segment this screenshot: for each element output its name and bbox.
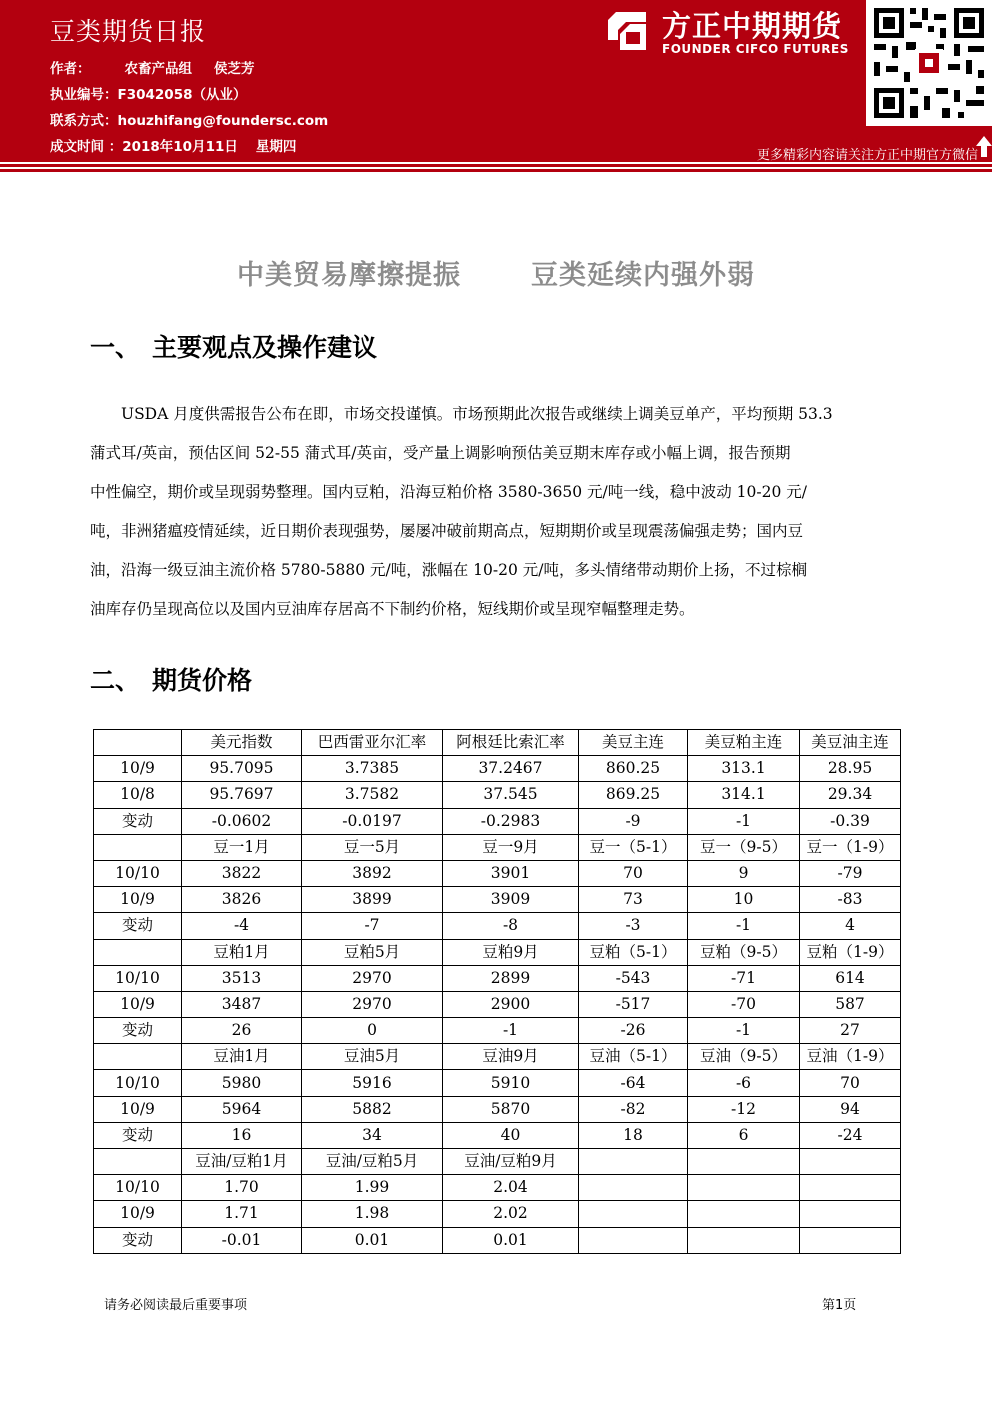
contact-line xyxy=(50,109,328,129)
section-title: 期货价格 xyxy=(152,666,253,695)
table-row xyxy=(94,756,901,782)
table-cell: -0.01 xyxy=(182,1227,302,1253)
table-cell xyxy=(800,1175,901,1201)
table-cell: -0.0197 xyxy=(302,808,443,834)
paragraph-line: 中性偏空，期价或呈现弱势整理。国内豆粕，沿海豆粕价格 3580-3650 元/吨一线，稳中波动 10-20 元/ xyxy=(90,483,807,501)
table-cell: 2899 xyxy=(443,965,579,991)
table-cell: -26 xyxy=(579,1018,688,1044)
table-cell: -70 xyxy=(688,991,800,1017)
table-cell: -6 xyxy=(688,1070,800,1096)
row-label-cell: 10/9 xyxy=(94,991,182,1017)
table-cell: 1.99 xyxy=(302,1175,443,1201)
table-cell: 5870 xyxy=(443,1096,579,1122)
table-cell: 3899 xyxy=(302,887,443,913)
table-cell: 豆粕（5-1） xyxy=(579,939,688,965)
table-row xyxy=(94,860,901,886)
table-cell: -1 xyxy=(688,1018,800,1044)
table-cell: -7 xyxy=(302,913,443,939)
header-divider-bottom xyxy=(0,169,992,172)
page-number: 第1页 xyxy=(822,1298,857,1313)
table-cell: -517 xyxy=(579,991,688,1017)
table-cell: 豆一9月 xyxy=(443,834,579,860)
table-cell: 313.1 xyxy=(688,756,800,782)
author-label: 作者： xyxy=(50,61,91,77)
table-cell: -64 xyxy=(579,1070,688,1096)
table-cell: 587 xyxy=(800,991,901,1017)
table-cell xyxy=(800,1227,901,1253)
author-name: 侯芝芳 xyxy=(214,61,255,77)
row-label-cell xyxy=(94,730,182,756)
table-cell: -24 xyxy=(800,1122,901,1148)
table-row xyxy=(94,1044,901,1070)
table-cell: -83 xyxy=(800,887,901,913)
table-cell: -4 xyxy=(182,913,302,939)
row-label-cell: 变动 xyxy=(94,1122,182,1148)
table-row xyxy=(94,991,901,1017)
table-row xyxy=(94,965,901,991)
table-cell: 豆油5月 xyxy=(302,1044,443,1070)
table-cell: 2.04 xyxy=(443,1175,579,1201)
table-cell: -0.39 xyxy=(800,808,901,834)
table-cell: -0.2983 xyxy=(443,808,579,834)
table-cell: 豆油（1-9） xyxy=(800,1044,901,1070)
table-cell: 豆油/豆粕9月 xyxy=(443,1149,579,1175)
header-divider-top xyxy=(0,164,992,167)
table-row xyxy=(94,1122,901,1148)
table-cell: -79 xyxy=(800,860,901,886)
table-cell: 巴西雷亚尔汇率 xyxy=(302,730,443,756)
row-label-cell: 10/10 xyxy=(94,1070,182,1096)
section-number: 二、 xyxy=(90,666,141,695)
table-cell: 95.7697 xyxy=(182,782,302,808)
table-cell: 70 xyxy=(579,860,688,886)
author-group: 农畜产品组 xyxy=(124,61,192,77)
table-cell: 豆一（1-9） xyxy=(800,834,901,860)
table-row xyxy=(94,939,901,965)
table-cell: 美豆粕主连 xyxy=(688,730,800,756)
row-label-cell: 10/8 xyxy=(94,782,182,808)
table-cell: 37.545 xyxy=(443,782,579,808)
table-cell: 1.70 xyxy=(182,1175,302,1201)
row-label-cell: 10/10 xyxy=(94,1175,182,1201)
paragraph-line: 油，沿海一级豆油主流价格 5780-5880 元/吨，涨幅在 10-20 元/吨，多头情绪带动期价上扬，不过棕榈 xyxy=(90,561,807,579)
table-cell: 美豆油主连 xyxy=(800,730,901,756)
table-cell: 豆粕1月 xyxy=(182,939,302,965)
table-cell: 3822 xyxy=(182,860,302,886)
table-cell xyxy=(688,1227,800,1253)
table-cell: 2900 xyxy=(443,991,579,1017)
table-cell: 94 xyxy=(800,1096,901,1122)
section-heading-futures-prices xyxy=(90,661,252,697)
table-row xyxy=(94,1096,901,1122)
row-label-cell: 10/10 xyxy=(94,860,182,886)
table-cell xyxy=(688,1201,800,1227)
license-value: F3042058（从业） xyxy=(117,87,247,103)
table-cell: -71 xyxy=(688,965,800,991)
table-cell: 614 xyxy=(800,965,901,991)
table-row xyxy=(94,1070,901,1096)
table-row xyxy=(94,1201,901,1227)
table-cell: 豆油9月 xyxy=(443,1044,579,1070)
table-cell xyxy=(688,1175,800,1201)
table-row xyxy=(94,1149,901,1175)
table-cell: 860.25 xyxy=(579,756,688,782)
row-label-cell: 变动 xyxy=(94,808,182,834)
table-cell: 2970 xyxy=(302,965,443,991)
table-cell: 豆一5月 xyxy=(302,834,443,860)
table-cell: 豆油（9-5） xyxy=(688,1044,800,1070)
founder-logo-icon xyxy=(606,10,648,52)
table-row xyxy=(94,913,901,939)
table-cell xyxy=(579,1201,688,1227)
table-cell: -1 xyxy=(688,913,800,939)
table-cell: 4 xyxy=(800,913,901,939)
table-cell: 0 xyxy=(302,1018,443,1044)
table-cell: 豆油/豆粕5月 xyxy=(302,1149,443,1175)
section-title: 主要观点及操作建议 xyxy=(152,333,378,362)
contact-label: 联系方式： xyxy=(50,113,118,129)
table-cell: 5910 xyxy=(443,1070,579,1096)
table-cell: 3909 xyxy=(443,887,579,913)
report-title-part1: 中美贸易摩擦提振 xyxy=(237,260,461,291)
table-cell: 豆油（5-1） xyxy=(579,1044,688,1070)
table-cell: 豆一（9-5） xyxy=(688,834,800,860)
date-label: 成文时间 ： xyxy=(50,139,123,155)
table-row xyxy=(94,1175,901,1201)
paragraph-line: 吨，非洲猪瘟疫情延续，近日期价表现强势，屡屡冲破前期高点，短期期价或呈现震荡偏强走势；国内豆 xyxy=(90,522,804,540)
table-cell: -543 xyxy=(579,965,688,991)
table-cell: 26 xyxy=(182,1018,302,1044)
disclaimer-notice: 请务必阅读最后重要事项 xyxy=(104,1298,248,1313)
paragraph-line: 油库存仍呈现高位以及国内豆油库存居高不下制约价格，短线期价或呈现窄幅整理走势。 xyxy=(90,600,695,618)
row-label-cell xyxy=(94,834,182,860)
futures-price-table xyxy=(93,729,901,1254)
author-line xyxy=(50,57,255,77)
table-cell: 豆粕5月 xyxy=(302,939,443,965)
table-cell: 3826 xyxy=(182,887,302,913)
table-row xyxy=(94,1018,901,1044)
table-cell: -8 xyxy=(443,913,579,939)
table-cell: 3487 xyxy=(182,991,302,1017)
table-cell xyxy=(688,1149,800,1175)
table-cell: 3.7582 xyxy=(302,782,443,808)
table-cell: 28.95 xyxy=(800,756,901,782)
row-label-cell: 10/10 xyxy=(94,965,182,991)
table-row xyxy=(94,730,901,756)
row-label-cell: 变动 xyxy=(94,913,182,939)
table-cell xyxy=(579,1227,688,1253)
paragraph-line: 蒲式耳/英亩，预估区间 52-55 蒲式耳/英亩，受产量上调影响预估美豆期末库存或小幅上调，报告预期 xyxy=(90,444,791,462)
table-cell: 5964 xyxy=(182,1096,302,1122)
table-cell: 豆粕9月 xyxy=(443,939,579,965)
report-title-part2: 豆类延续内强外弱 xyxy=(531,260,755,291)
section-number: 一、 xyxy=(90,333,141,362)
table-cell: 40 xyxy=(443,1122,579,1148)
table-cell: 豆粕（1-9） xyxy=(800,939,901,965)
table-row xyxy=(94,1227,901,1253)
report-main-title xyxy=(0,253,992,292)
paragraph-line: USDA 月度供需报告公布在即，市场交投谨慎。市场预期此次报告或继续上调美豆单产，平均预期 53.3 xyxy=(121,405,833,423)
wechat-follow-notice: 更多精彩内容请关注方正中期官方微信 xyxy=(756,148,978,163)
table-cell: 34 xyxy=(302,1122,443,1148)
table-row xyxy=(94,808,901,834)
table-cell: 豆一1月 xyxy=(182,834,302,860)
table-cell: 3901 xyxy=(443,860,579,886)
table-cell: 1.71 xyxy=(182,1201,302,1227)
table-cell: 豆油/豆粕1月 xyxy=(182,1149,302,1175)
table-cell: 1.98 xyxy=(302,1201,443,1227)
table-cell: 95.7095 xyxy=(182,756,302,782)
arrow-up-stem xyxy=(981,145,987,157)
report-series-title: 豆类期货日报 xyxy=(50,17,207,46)
table-cell: -1 xyxy=(688,808,800,834)
row-label-cell: 10/9 xyxy=(94,756,182,782)
license-label: 执业编号： xyxy=(50,87,118,103)
row-label-cell xyxy=(94,939,182,965)
table-cell: -82 xyxy=(579,1096,688,1122)
table-row xyxy=(94,887,901,913)
views-paragraph xyxy=(90,395,890,629)
table-cell: 27 xyxy=(800,1018,901,1044)
weekday: 星期四 xyxy=(255,139,297,155)
table-cell xyxy=(579,1175,688,1201)
table-cell: 869.25 xyxy=(579,782,688,808)
row-label-cell: 10/9 xyxy=(94,1096,182,1122)
table-cell: 73 xyxy=(579,887,688,913)
date-value: 2018年10月11日 xyxy=(122,139,238,155)
table-cell: -1 xyxy=(443,1018,579,1044)
table-cell xyxy=(579,1149,688,1175)
table-cell: 2.02 xyxy=(443,1201,579,1227)
table-cell: 9 xyxy=(688,860,800,886)
table-cell: 0.01 xyxy=(302,1227,443,1253)
date-line xyxy=(50,135,296,155)
table-cell: -12 xyxy=(688,1096,800,1122)
table-cell: 豆粕（9-5） xyxy=(688,939,800,965)
table-cell: 70 xyxy=(800,1070,901,1096)
table-cell: 3.7385 xyxy=(302,756,443,782)
table-cell: 豆一（5-1） xyxy=(579,834,688,860)
table-cell: -3 xyxy=(579,913,688,939)
table-cell: 29.34 xyxy=(800,782,901,808)
row-label-cell: 变动 xyxy=(94,1227,182,1253)
table-cell: 阿根廷比索汇率 xyxy=(443,730,579,756)
table-cell: -0.0602 xyxy=(182,808,302,834)
table-cell: 18 xyxy=(579,1122,688,1148)
row-label-cell: 10/9 xyxy=(94,1201,182,1227)
table-cell: 16 xyxy=(182,1122,302,1148)
table-row xyxy=(94,782,901,808)
logo-chinese-name: 方正中期期货 xyxy=(662,9,843,43)
table-cell: -9 xyxy=(579,808,688,834)
table-cell: 37.2467 xyxy=(443,756,579,782)
table-cell: 5882 xyxy=(302,1096,443,1122)
row-label-cell: 变动 xyxy=(94,1018,182,1044)
table-cell: 美元指数 xyxy=(182,730,302,756)
logo-english-name: FOUNDER CIFCO FUTURES xyxy=(662,42,849,56)
table-cell: 6 xyxy=(688,1122,800,1148)
table-cell: 0.01 xyxy=(443,1227,579,1253)
table-cell: 314.1 xyxy=(688,782,800,808)
wechat-qr-code-icon xyxy=(866,0,992,126)
row-label-cell xyxy=(94,1044,182,1070)
table-cell: 豆油1月 xyxy=(182,1044,302,1070)
row-label-cell xyxy=(94,1149,182,1175)
table-cell xyxy=(800,1201,901,1227)
license-line xyxy=(50,83,246,103)
section-heading-views xyxy=(90,328,377,364)
report-header-band xyxy=(0,0,992,162)
table-cell: 3892 xyxy=(302,860,443,886)
row-label-cell: 10/9 xyxy=(94,887,182,913)
table-cell xyxy=(800,1149,901,1175)
table-cell: 美豆主连 xyxy=(579,730,688,756)
table-cell: 5916 xyxy=(302,1070,443,1096)
table-row xyxy=(94,834,901,860)
table-cell: 10 xyxy=(688,887,800,913)
table-cell: 2970 xyxy=(302,991,443,1017)
table-cell: 3513 xyxy=(182,965,302,991)
table-cell: 5980 xyxy=(182,1070,302,1096)
contact-email[interactable]: houzhifang@foundersc.com xyxy=(117,113,329,129)
